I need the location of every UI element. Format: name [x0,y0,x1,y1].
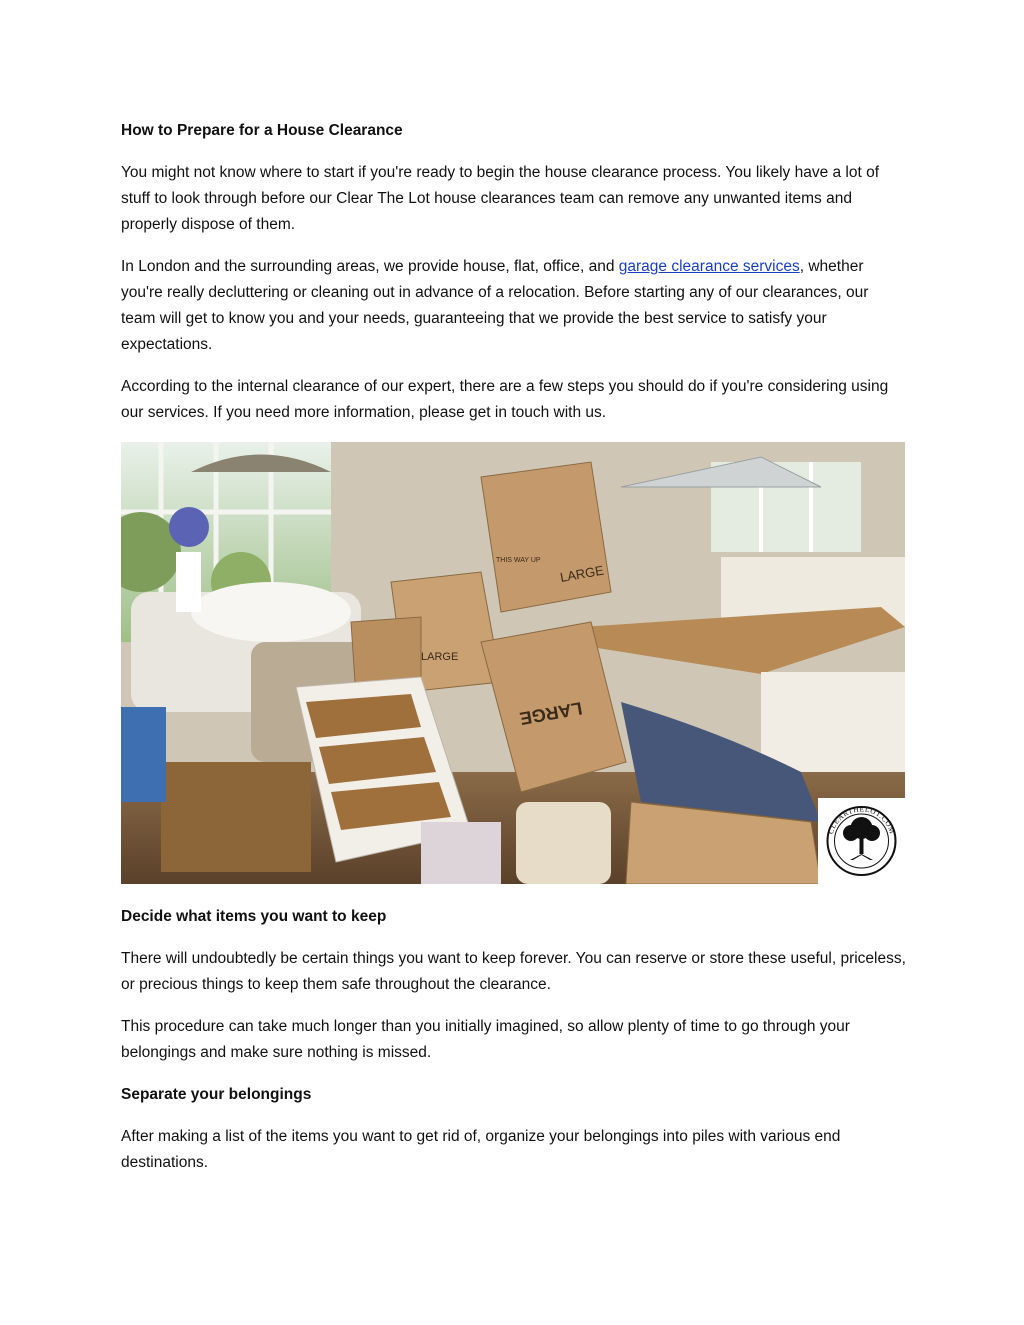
section-1-heading: Decide what items you want to keep [121,908,387,925]
intro-paragraph-3: According to the internal clearance of our expert, there are a few steps you should do if you're considering using our services. If you need more information, please get in touch with us. [121,378,889,421]
box-label-4: THIS WAY UP [496,557,541,564]
intro-2-text-before: In London and the surrounding areas, we provide house, flat, office, and [121,258,619,275]
wicker-basket [161,762,311,872]
vase [176,552,201,612]
intro-paragraph-1: You might not know where to start if you're ready to begin the house clearance process. You likely have a lot of stuff to look through before our Clear The Lot house clearances team can remove any unwanted items and properly dispose of them. [121,164,880,233]
logo-text: CLEARTHELOT.COM [825,804,898,836]
box-label-1: LARGE [558,562,605,585]
blue-crate [121,707,166,802]
clearthelot-logo [818,798,905,884]
paper-pile [421,822,501,884]
pedal-bin [516,802,611,884]
section-1-paragraph-2: This procedure can take much longer than you initially imagined, so allow plenty of time to go through your belongings and make sure nothing is missed. [121,1018,850,1061]
garage-clearance-link[interactable]: garage clearance services [618,258,800,275]
tree-logo-icon [818,798,905,884]
section-2-paragraph-1: After making a list of the items you want to get rid of, organize your belongings into piles with various end destinations. [121,1128,841,1171]
article-title: How to Prepare for a House Clearance [121,122,403,139]
duvet [191,582,351,642]
flowers [169,507,209,547]
photo-illustration [121,442,905,884]
section-1-paragraph-1: There will undoubtedly be certain things you want to keep forever. You can reserve or store these useful, priceless, or precious things to keep them safe throughout the clearance. [121,950,906,993]
intro-2-text-after: , whether you're really decluttering or cleaning out in advance of a relocation. Before starting any of our clearances, our team will get to know you and your needs, guaranteeing that we provide the best service to satisfy your expectations. [121,258,869,353]
section-2-heading: Separate your belongings [121,1086,312,1103]
house-clearance-photo [121,442,905,884]
intro-paragraph-2 [121,254,906,358]
box-label-3: LARGE [518,698,584,729]
document-page [121,118,906,1192]
box-label-2: LARGE [421,651,459,663]
